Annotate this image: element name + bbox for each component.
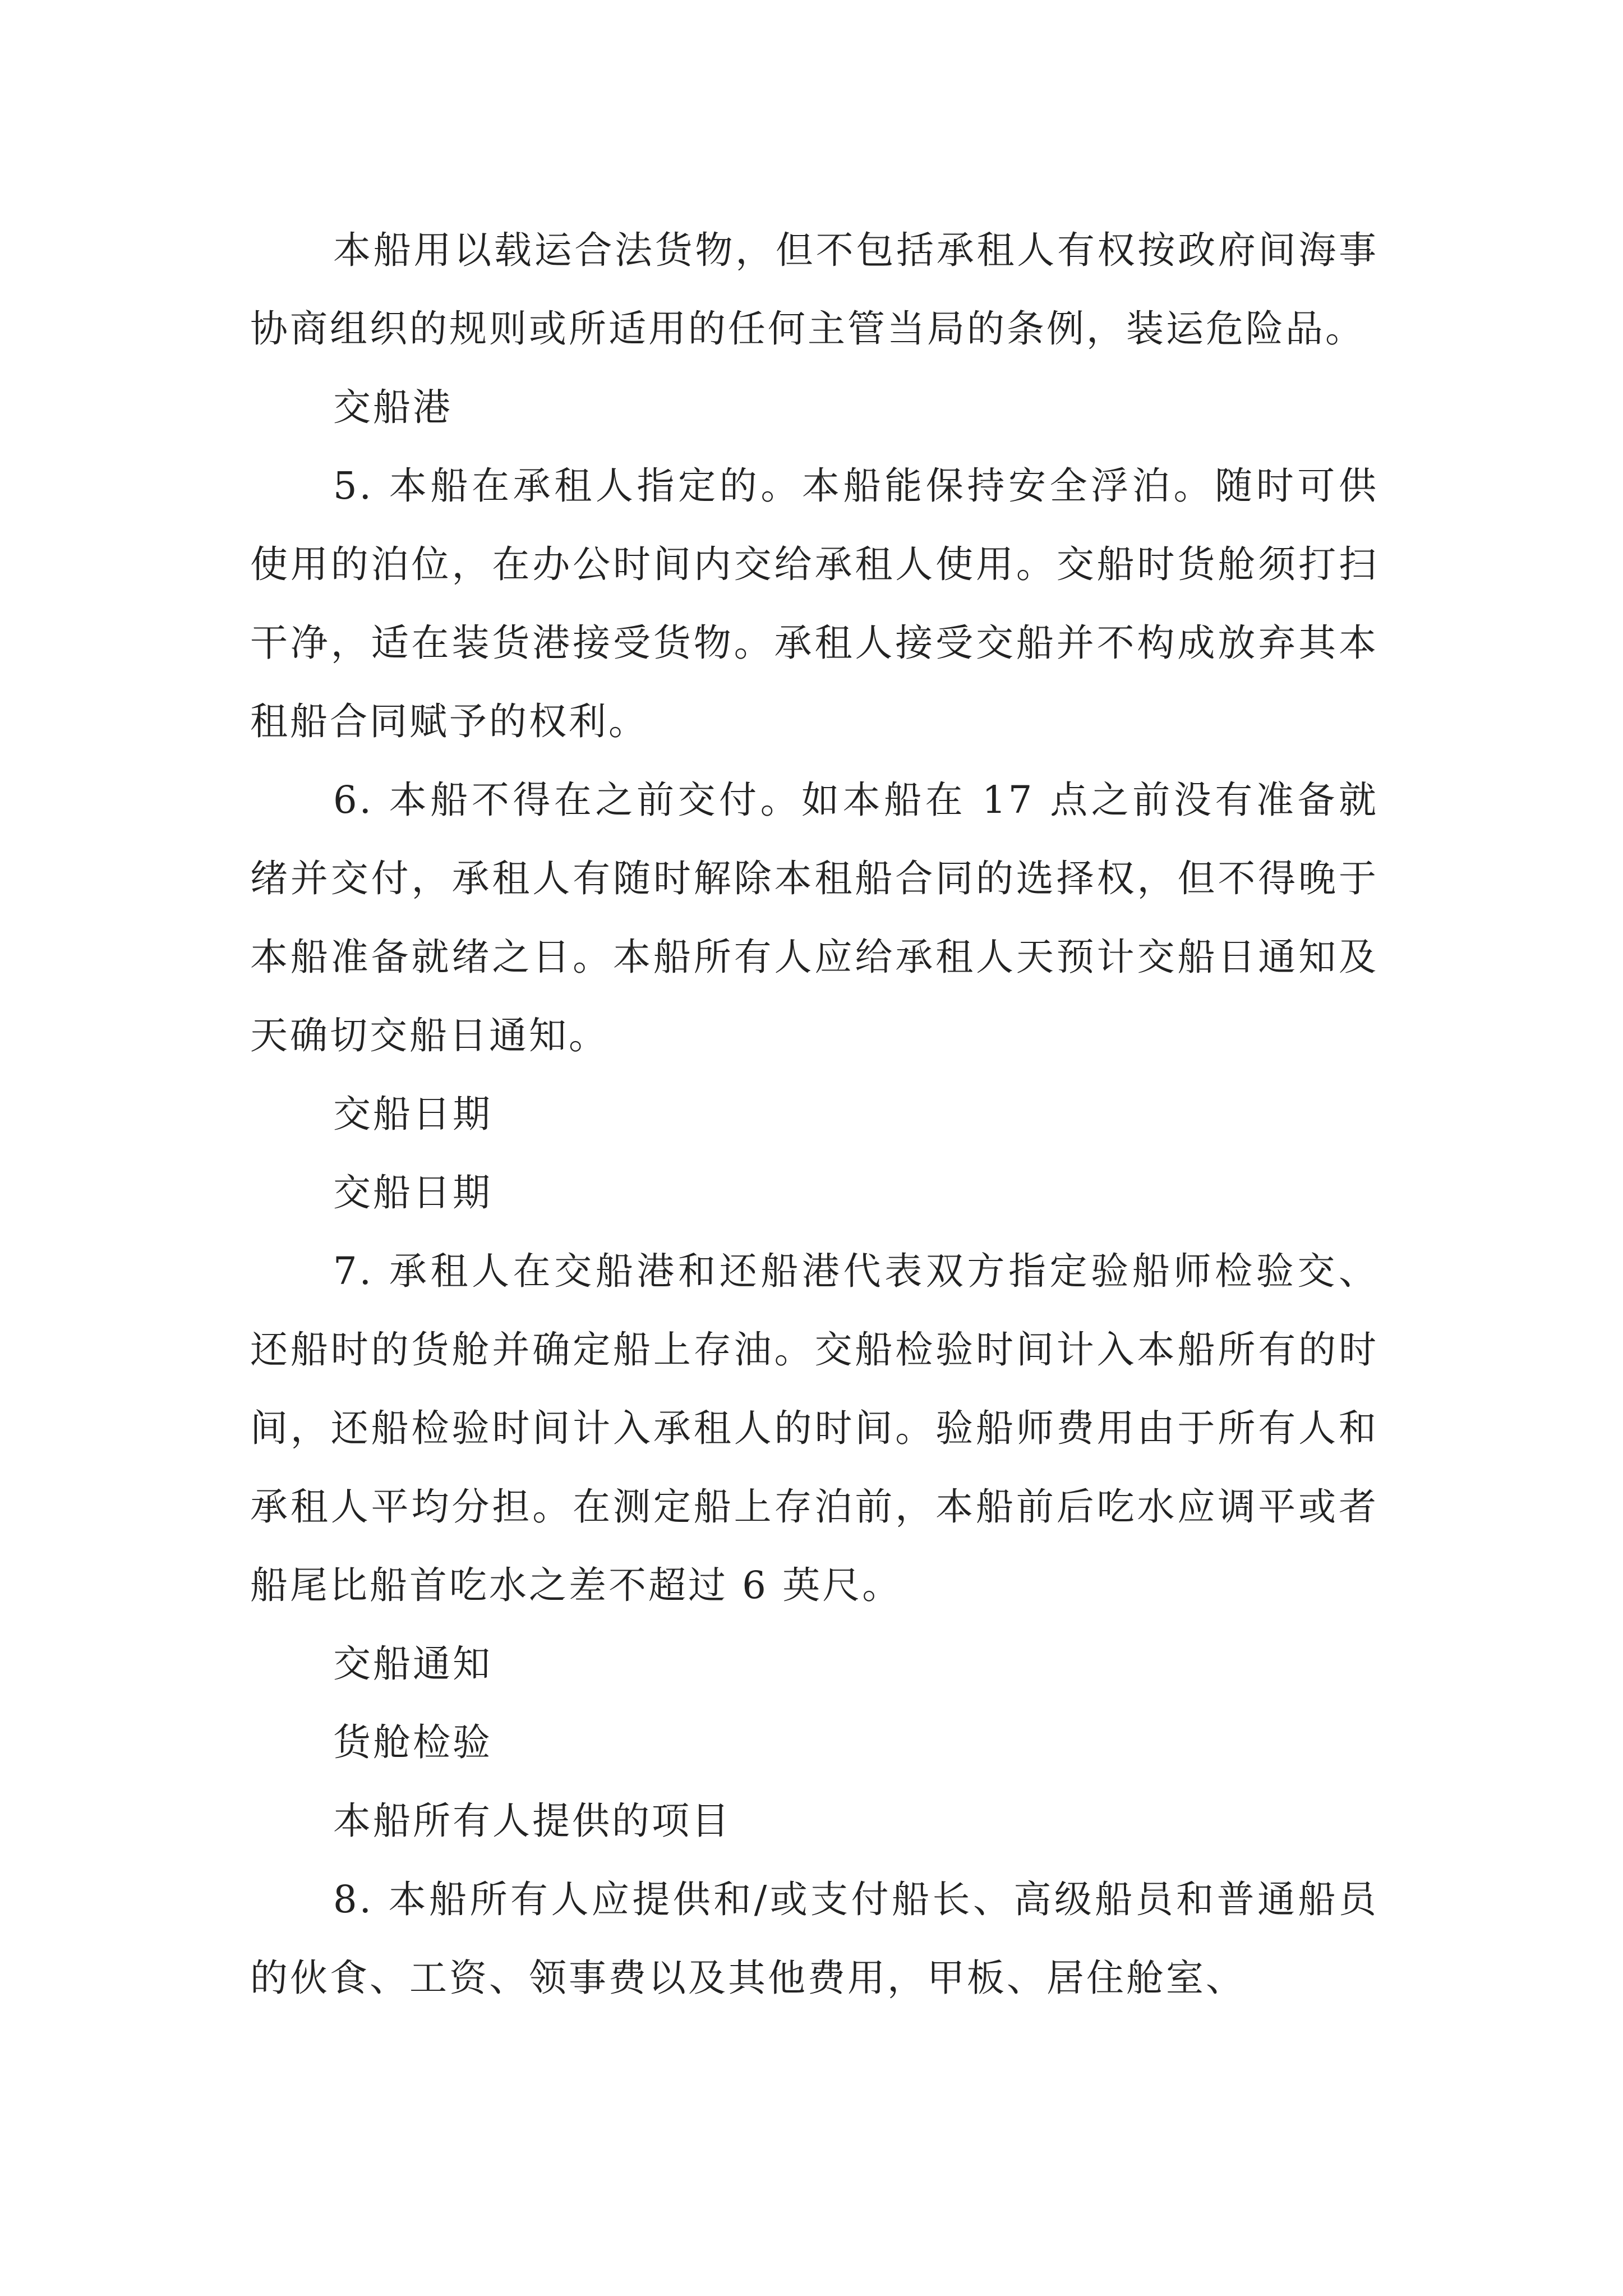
heading-hold-inspection: 货舱检验 (333, 1720, 492, 1764)
paragraph-clause-6: 6. 本船不得在之前交付。如本船在 17 点之前没有准备就绪并交付，承租人有随时解除本租船合同的选择权，但不得晚于本船准备就绪之日。本船所有人应给承租人天预计交船日通知及天确切交船日通知。 (250, 778, 1378, 1057)
paragraph-cargo-clause: 本船用以载运合法货物，但不包括承租人有权按政府间海事协商组织的规则或所适用的任何主管当局的条例，装运危险品。 (250, 228, 1378, 351)
heading-delivery-notice: 交船通知 (333, 1642, 492, 1686)
document-body (250, 211, 1378, 2017)
heading-delivery-date-repeat: 交船日期 (333, 1171, 492, 1214)
paragraph-clause-5: 5. 本船在承租人指定的。本船能保持安全浮泊。随时可供使用的泊位，在办公时间内交给承租人使用。交船时货舱须打扫干净，适在装货港接受货物。承租人接受交船并不构成放弃其本租船合同赋予的权利。 (250, 464, 1378, 743)
heading-delivery-date: 交船日期 (333, 1092, 492, 1136)
heading-delivery-port: 交船港 (333, 385, 453, 429)
paragraph-clause-7: 7. 承租人在交船港和还船港代表双方指定验船师检验交、还船时的货舱并确定船上存油。交船检验时间计入本船所有的时间，还船检验时间计入承租人的时间。验船师费用由于所有人和承租人平均分担。在测定船上存泊前，本船前后吃水应调平或者船尾比船首吃水之差不超过 6 英尺。 (250, 1249, 1378, 1607)
paragraph-clause-8: 8. 本船所有人应提供和/或支付船长、高级船员和普通船员的伙食、工资、领事费以及其他费用，甲板、居住舱室、 (250, 1878, 1378, 2000)
heading-owner-provisions: 本船所有人提供的项目 (333, 1799, 731, 1843)
